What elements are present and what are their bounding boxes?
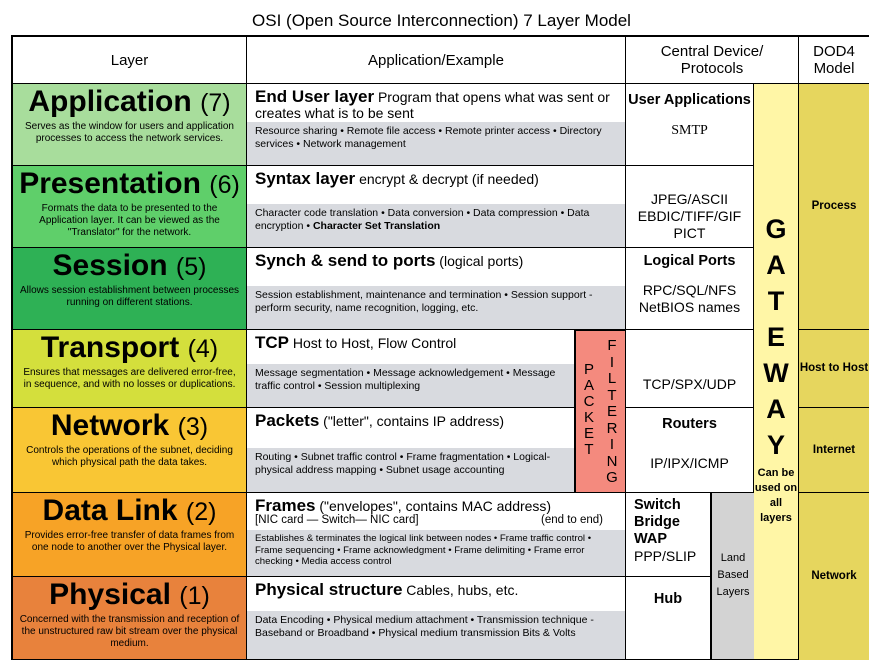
proto-presentation [626,166,754,248]
proto-ebdic: EBDIC/TIFF/GIF [637,208,742,224]
layer-network [13,408,247,493]
app-detail [247,448,574,492]
app-physical [247,577,626,660]
app-heading-bold: End User layer [255,87,375,106]
layer-data-link [13,493,247,577]
osi-table [11,35,869,660]
app-heading [247,84,625,121]
filtering-letter: L [607,370,617,387]
app-application [247,84,626,166]
app-heading-rest: ("envelopes", contains MAC address) [315,498,552,514]
layer-number: (6) [209,171,240,199]
layer-number: (3) [177,413,209,441]
packet-filtering-block [575,330,626,493]
layer-application [13,84,247,166]
gateway-letter: E [766,322,785,352]
app-detail [247,286,625,329]
proto-session [626,248,754,330]
dod4-host-to-host: Host to Host [799,330,869,408]
header-dod4: DOD4 Model [799,37,869,84]
layer-description: Provides error-free transfer of data frames from one node to another over the Physical layer. [24,530,235,553]
header-layer: Layer [13,37,247,84]
app-heading [247,330,574,351]
layer-title: Data Link [42,494,178,527]
layer-presentation [13,166,247,248]
proto-netbios: NetBIOS names [638,299,741,315]
proto-logical-ports: Logical Ports [643,253,736,269]
app-detail-text: Session establishment, maintenance and termination • Session support - perform security, name recognition, logging, etc. [255,289,593,314]
proto-transport [626,330,754,408]
proto-ip: IP/IPX/ICMP [650,455,729,471]
layer-session [13,248,247,330]
packet-letter: K [583,409,594,426]
app-heading [247,577,625,598]
layer-transport [13,330,247,408]
layer-number: (5) [175,253,207,281]
proto-hub: Hub [653,591,683,607]
packet-letter: A [583,377,594,394]
app-heading-rest: (logical ports) [435,253,524,269]
app-heading-bold: TCP [255,333,289,352]
filtering-letter: I [609,436,615,453]
filtering-letter: N [606,452,618,470]
layer-title: Presentation [19,167,201,200]
layer-description: Controls the operations of the subnet, deciding which physical path the data takes. [26,445,233,468]
layer-description: Formats the data to be presented to the Application layer. It can be viewed as the "Translator" for the network. [39,203,220,238]
proto-switch: Switch [634,497,681,513]
app-heading-bold: Physical structure [255,580,403,599]
packet-letter: C [583,393,595,410]
gateway-letter: A [766,394,786,424]
filtering-letter: R [606,419,618,437]
proto-bridge: Bridge [634,514,680,530]
proto-routers: Routers [662,416,717,432]
layer-title: Physical [49,578,171,611]
proto-smtp: SMTP [671,123,708,138]
proto-wap: WAP [634,531,668,547]
dod4-network: Network [799,493,869,660]
layer-title: Transport [40,331,180,364]
app-heading [247,166,625,187]
gateway-letter: A [766,250,786,280]
app-presentation [247,166,626,248]
app-heading [247,408,574,429]
filtering-letter: I [609,353,615,371]
app-heading-end-to-end: (end to end) [540,514,603,526]
app-detail [247,204,625,247]
proto-data-link [626,493,711,577]
filtering-letter: T [607,386,617,404]
layer-description: Concerned with the transmission and reception of the unstructured raw bit stream over the physical medium. [19,614,240,649]
layer-number: (2) [185,498,217,526]
gateway-letter: T [767,286,785,316]
layer-description: Ensures that messages are delivered error-free, in sequence, and with no losses or duplications. [23,367,236,390]
app-detail-text: Character code translation • Data conversion • Data compression • Data encryption • [255,207,590,232]
app-heading-bold: Packets [255,411,320,430]
proto-application [626,84,754,166]
app-heading-bold: Synch & send to ports [255,251,436,270]
app-detail [247,122,625,165]
layer-title: Application [28,85,192,118]
proto-rpc: RPC/SQL/NFS [642,282,737,298]
diagram-title: OSI (Open Source Interconnection) 7 Layer Model [252,11,631,30]
packet-letter: E [583,425,594,442]
proto-physical [626,577,711,660]
gateway-letter: G [765,214,787,244]
proto-pict: PICT [673,225,706,241]
dod4-internet: Internet [799,408,869,493]
filtering-letter: F [607,337,617,354]
proto-tcp: TCP/SPX/UDP [642,376,737,392]
app-heading-rest: ("letter", contains IP address) [319,413,505,429]
layer-name [13,84,246,119]
packet-letter: P [583,361,594,378]
app-detail [247,611,625,659]
layer-number: (1) [179,582,210,610]
layer-number: (7) [200,89,231,117]
app-data-link [247,493,626,577]
proto-network [626,408,754,493]
layer-title: Network [50,409,170,442]
app-heading [247,493,625,527]
app-detail-text: Routing • Subnet traffic control • Frame fragmentation • Logical-physical address mapping • Subnet usage accounting [255,451,551,476]
layer-description: Serves as the window for users and application processes to access the network services. [24,121,234,144]
proto-user-applications: User Applications [628,92,751,108]
proto-ppp: PPP/SLIP [634,548,697,564]
app-session [247,248,626,330]
app-transport [247,330,575,408]
layer-name [13,408,246,443]
app-heading-rest: Program that opens what was sent or creates what is to be sent [255,89,610,121]
header-central-device: Central Device/ Protocols [626,37,799,84]
app-heading [247,248,625,269]
header-application: Application/Example [247,37,626,84]
app-detail-bold: Character Set Translation [312,220,441,232]
app-detail-text: Resource sharing • Remote file access • Remote printer access • Directory services • Network management [255,125,602,150]
app-detail-text: Data Encoding • Physical medium attachment • Transmission technique - Baseband or Broadband • Physical medium transmission Bits & Volts [255,614,594,639]
app-detail-text: Establishes & terminates the logical link between nodes • Frame traffic control • Frame sequencing • Frame acknowledgment • Frame delimiting • Frame error checking • Media access control [255,533,592,567]
layer-name [13,577,246,612]
gateway-letter: Y [766,430,785,460]
layer-name [13,330,246,365]
app-heading-rest: Cables, hubs, etc. [402,582,519,598]
proto-jpeg: JPEG/ASCII [650,191,729,207]
app-network [247,408,575,493]
app-heading-nic-path: [NIC card — Switch— NIC card] [255,514,419,526]
filtering-letter: E [606,403,617,420]
filtering-letter: G [606,469,618,486]
app-heading-bold: Syntax layer [255,169,356,188]
layer-name [13,166,246,201]
layer-name [13,493,246,528]
layer-name [13,248,246,283]
app-detail-text: Message segmentation • Message acknowledgement • Message traffic control • Session multiplexing [255,367,556,392]
app-heading-bold: Frames [255,496,316,515]
gateway-letter: W [763,358,789,388]
land-based-layers: Land Based Layers [711,493,754,660]
app-heading-rest: Host to Host, Flow Control [289,335,457,351]
app-detail [247,530,625,576]
app-detail [247,364,574,407]
layer-description: Allows session establishment between processes running on different stations. [20,285,239,308]
layer-physical [13,577,247,660]
dod4-process: Process [799,84,869,330]
app-heading-rest: encrypt & decrypt (if needed) [355,171,539,187]
layer-number: (4) [187,335,219,363]
gateway-column [754,84,799,660]
packet-letter: T [584,441,594,458]
layer-title: Session [52,249,168,282]
gateway-footnote: Can be used on all layers [754,467,798,524]
